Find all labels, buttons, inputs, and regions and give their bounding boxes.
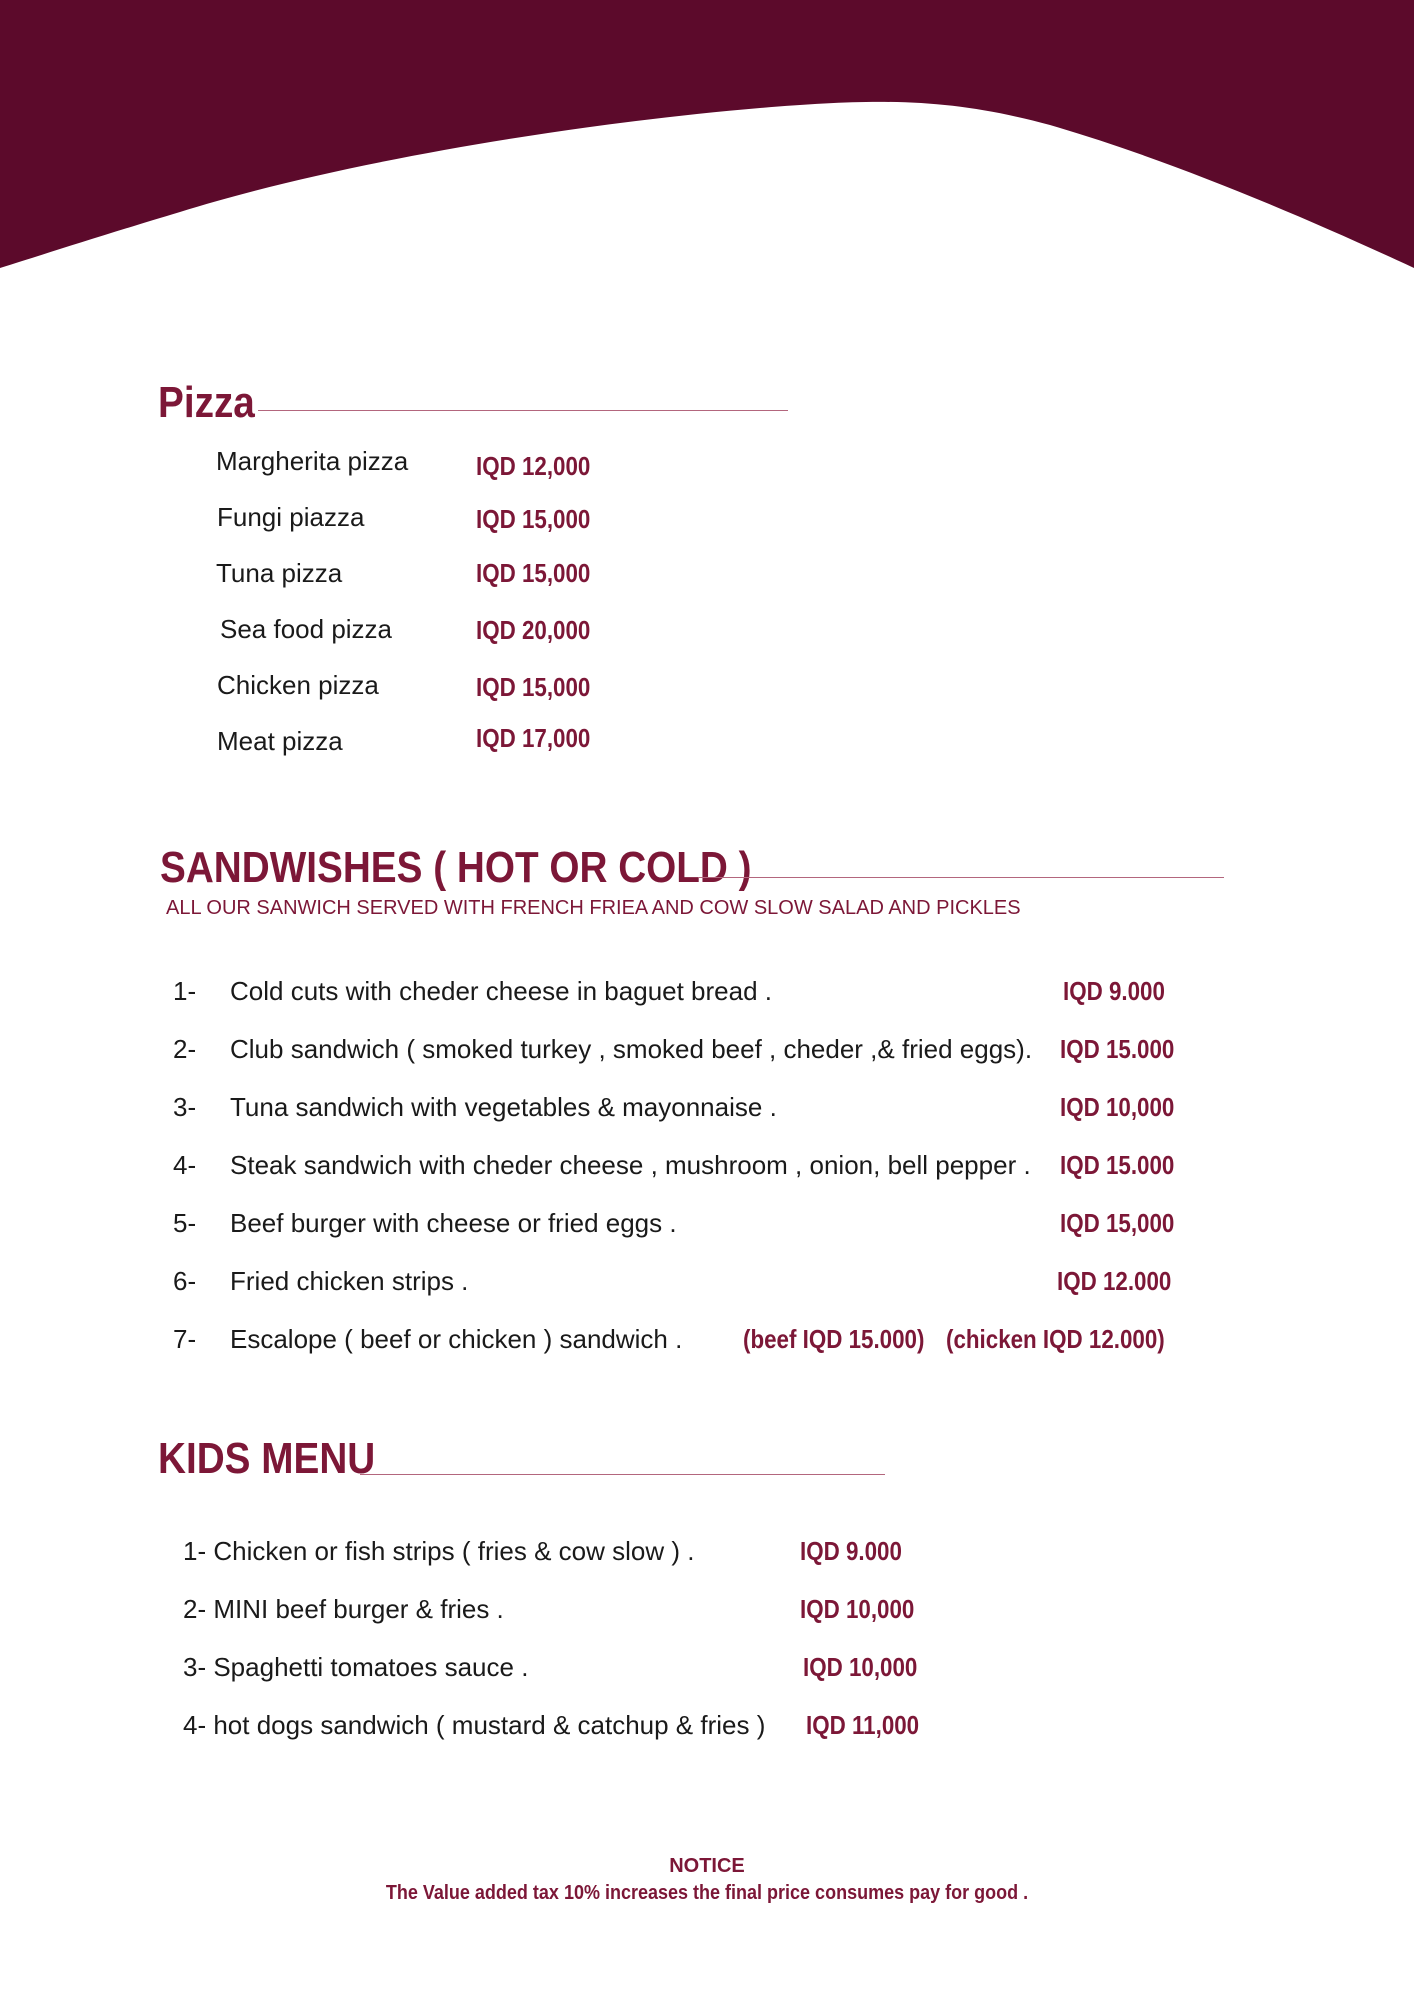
header-wave-decoration — [0, 0, 1414, 280]
kids-title-rule — [360, 1474, 885, 1475]
sandwich-item-name: Escalope ( beef or chicken ) sandwich . — [230, 1324, 683, 1354]
pizza-item-name: Tuna pizza — [216, 558, 343, 588]
sandwich-item-price: IQD 12.000 — [1057, 1266, 1172, 1296]
sandwich-item-price: IQD 15,000 — [1060, 1208, 1175, 1238]
sandwiches-title-rule — [698, 877, 1224, 878]
pizza-section-title: Pizza — [158, 378, 255, 427]
kids-item-price: IQD 9.000 — [800, 1536, 902, 1566]
kids-item-name: 3- Spaghetti tomatoes sauce . — [183, 1652, 529, 1682]
sandwich-item-number: 5- — [173, 1208, 197, 1238]
pizza-item-price: IQD 15,000 — [476, 504, 591, 534]
pizza-item-name: Chicken pizza — [217, 670, 379, 700]
kids-item-name: 4- hot dogs sandwich ( mustard & catchup & fries ) — [183, 1710, 766, 1740]
kids-section-title: KIDS MENU — [158, 1434, 376, 1483]
sandwich-item-price: IQD 15.000 — [1060, 1034, 1175, 1064]
kids-item-price: IQD 10,000 — [803, 1652, 918, 1682]
sandwich-item-name: Cold cuts with cheder cheese in baguet bread . — [230, 976, 773, 1006]
sandwich-item-price-chicken: (chicken IQD 12.000) — [946, 1324, 1165, 1354]
pizza-item-name: Margherita pizza — [216, 446, 409, 476]
kids-item-price: IQD 11,000 — [806, 1710, 920, 1740]
sandwich-item-name: Steak sandwich with cheder cheese , mushroom , onion, bell pepper . — [230, 1150, 1031, 1180]
pizza-item-price: IQD 15,000 — [476, 558, 591, 588]
sandwich-item-price-beef: (beef IQD 15.000) — [743, 1324, 925, 1354]
sandwiches-section-title: SANDWISHES ( HOT OR COLD ) — [160, 843, 752, 892]
sandwich-item-price: IQD 15.000 — [1060, 1150, 1175, 1180]
pizza-item-name: Fungi piazza — [217, 502, 365, 532]
sandwiches-subtitle: ALL OUR SANWICH SERVED WITH FRENCH FRIEA AND COW SLOW SALAD AND PICKLES — [166, 897, 1021, 919]
notice-title: NOTICE — [669, 1855, 745, 1877]
sandwich-item-price: IQD 10,000 — [1060, 1092, 1175, 1122]
kids-item-name: 2- MINI beef burger & fries . — [183, 1594, 504, 1624]
pizza-item-price: IQD 15,000 — [476, 672, 591, 702]
kids-item-price: IQD 10,000 — [800, 1594, 915, 1624]
kids-item-name: 1- Chicken or fish strips ( fries & cow slow ) . — [183, 1536, 695, 1566]
sandwich-item-name: Tuna sandwich with vegetables & mayonnaise . — [230, 1092, 777, 1122]
sandwich-item-number: 3- — [173, 1092, 197, 1122]
sandwich-item-name: Club sandwich ( smoked turkey , smoked beef , cheder ,& fried eggs). — [230, 1034, 1033, 1064]
pizza-title-rule — [258, 410, 788, 411]
pizza-item-name: Sea food pizza — [220, 614, 393, 644]
sandwich-item-number: 1- — [173, 976, 197, 1006]
sandwich-item-number: 6- — [173, 1266, 197, 1296]
sandwich-item-name: Beef burger with cheese or fried eggs . — [230, 1208, 677, 1238]
pizza-item-name: Meat pizza — [217, 726, 343, 756]
sandwich-item-name: Fried chicken strips . — [230, 1266, 469, 1296]
sandwich-item-number: 7- — [173, 1324, 197, 1354]
pizza-item-price: IQD 12,000 — [476, 451, 591, 481]
sandwich-item-number: 2- — [173, 1034, 197, 1064]
sandwich-item-number: 4- — [173, 1150, 197, 1180]
pizza-item-price: IQD 20,000 — [476, 615, 591, 645]
notice-text: The Value added tax 10% increases the final price consumes pay for good . — [385, 1882, 1029, 1904]
pizza-item-price: IQD 17,000 — [476, 723, 591, 753]
sandwich-item-price: IQD 9.000 — [1063, 976, 1165, 1006]
